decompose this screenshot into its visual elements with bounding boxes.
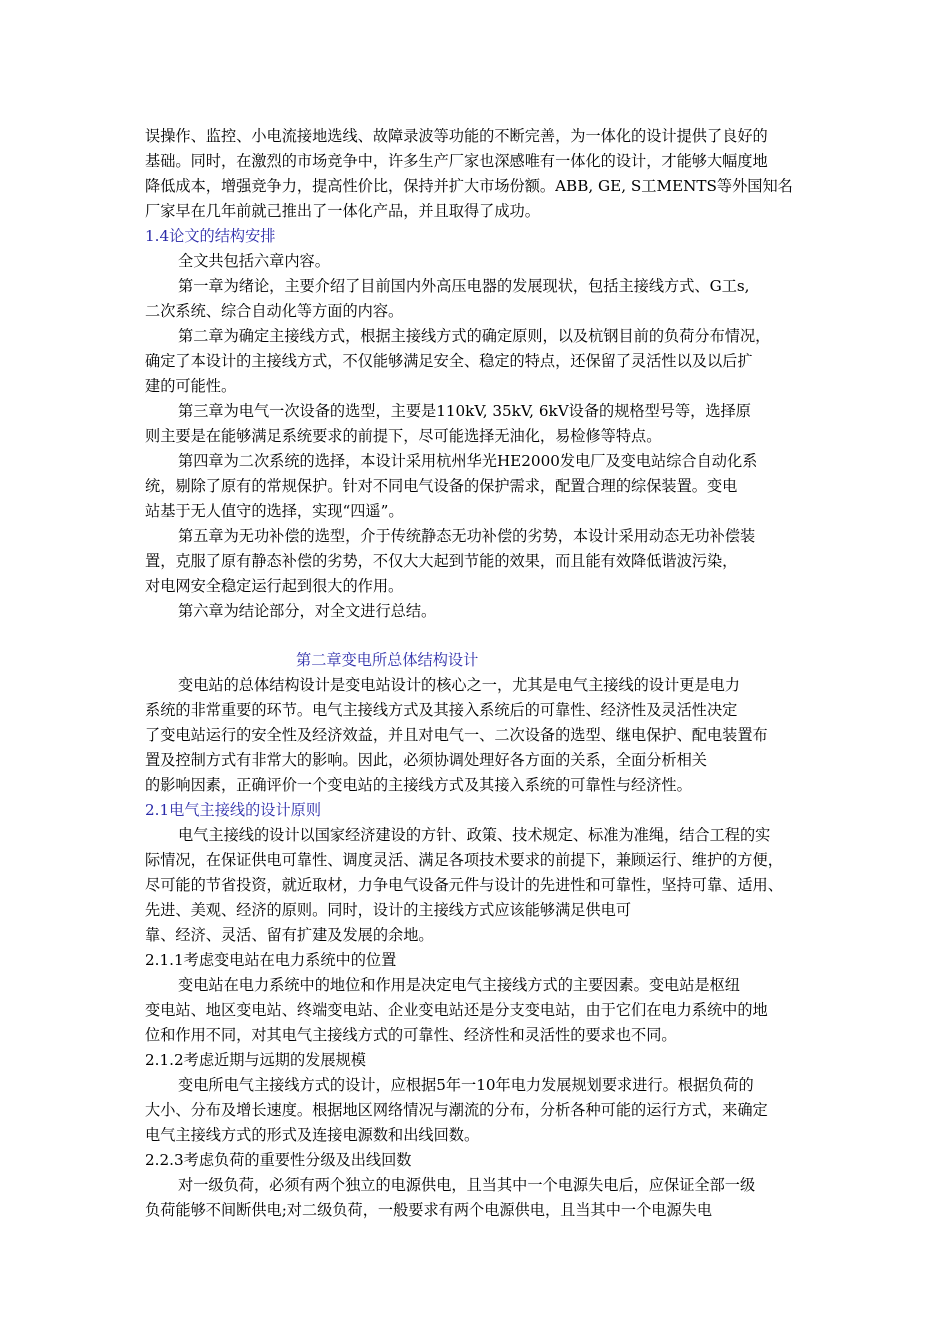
body-text-line: 站基于无人值守的选择，实现“四遥”。 (145, 502, 404, 520)
body-text-line: 置，克服了原有静态补偿的劣势，不仅大大起到节能的效果，而且能有效降低谐波污染， (145, 552, 738, 570)
body-text-line: 靠、经济、灵活、留有扩建及发展的余地。 (145, 926, 434, 944)
body-text-line: 变电站的总体结构设计是变电站设计的核心之一，尤其是电气主接线的设计更是电力 (178, 676, 740, 694)
chapter-title: 第二章变电所总体结构设计 (296, 651, 479, 669)
body-text-line: 大小、分布及增长速度。根据地区网络情况与潮流的分布，分析各种可能的运行方式，来确定 (145, 1101, 768, 1119)
body-text-line: 误操作、监控、小电流接地选线、故障录波等功能的不断完善，为一体化的设计提供了良好的 (145, 127, 768, 145)
body-text-line: 建的可能性。 (145, 377, 237, 395)
body-text-line: 厂家早在几年前就己推出了一体化产品，并且取得了成功。 (145, 202, 540, 220)
body-text-line: 确定了本设计的主接线方式，不仅能够满足安全、稳定的特点，还保留了灵活性以及以后扩 (145, 352, 753, 370)
body-text-line: 电气主接线方式的形式及连接电源数和出线回数。 (145, 1126, 480, 1144)
subsection-heading: 2.1.2考虑近期与远期的发展规模 (145, 1051, 366, 1069)
body-text-line: 电气主接线的设计以国家经济建设的方针、政策、技术规定、标准为准绳，结合工程的实 (178, 826, 771, 844)
body-text-line: 对一级负荷，必须有两个独立的电源供电，且当其中一个电源失电后，应保证全部一级 (178, 1176, 756, 1194)
body-text-line: 变电站、地区变电站、终端变电站、企业变电站还是分支变电站，由于它们在电力系统中的地 (145, 1001, 768, 1019)
body-text-line: 变电所电气主接线方式的设计，应根据5年一10年电力发展规划要求进行。根据负荷的 (178, 1076, 754, 1094)
body-text-line: 第二章为确定主接线方式，根据主接线方式的确定原则，以及杭钢目前的负荷分布情况， (178, 327, 771, 345)
body-text-line: 尽可能的节省投资，就近取材，力争电气设备元件与设计的先进性和可靠性，坚持可靠、适用、 (145, 876, 783, 894)
body-text-line: 第六章为结论部分，对全文进行总结。 (178, 602, 437, 620)
body-text-line: 统，剔除了原有的常规保护。针对不同电气设备的保护需求，配置合理的综保装置。变电 (145, 477, 738, 495)
body-text-line: 降低成本，增强竞争力，提高性价比，保持并扩大市场份额。ABB, GE, S工MENTS等外国知名 (145, 177, 793, 195)
body-text-line: 际情况，在保证供电可靠性、调度灵活、满足各项技术要求的前提下，兼顾运行、维护的方便， (145, 851, 783, 869)
body-text-line: 第五章为无功补偿的选型，介于传统静态无功补偿的劣势，本设计采用动态无功补偿装 (178, 527, 756, 545)
section-heading: 1.4论文的结构安排 (145, 227, 276, 245)
body-text-line: 全文共包括六章内容。 (178, 252, 330, 270)
body-text-line: 系统的非常重要的环节。电气主接线方式及其接入系统后的可靠性、经济性及灵活性决定 (145, 701, 738, 719)
body-text-line: 先进、美观、经济的原则。同时，设计的主接线方式应该能够满足供电可 (145, 901, 631, 919)
body-text-line: 第三章为电气一次设备的选型，主要是110kV, 35kV, 6kV设备的规格型号等，选择原 (178, 402, 751, 420)
body-text-line: 第一章为绪论，主要介绍了目前国内外高压电器的发展现状，包括主接线方式、G工s, (178, 277, 750, 295)
body-text-line: 变电站在电力系统中的地位和作用是决定电气主接线方式的主要因素。变电站是枢纽 (178, 976, 740, 994)
body-text-line: 第四章为二次系统的选择，本设计采用杭州华光HE2000发电厂及变电站综合自动化系 (178, 452, 758, 470)
body-text-line: 对电网安全稳定运行起到很大的作用。 (145, 577, 404, 595)
body-text-line: 置及控制方式有非常大的影响。因此，必须协调处理好各方面的关系，全面分析相关 (145, 751, 707, 769)
subsection-heading: 2.1.1考虑变电站在电力系统中的位置 (145, 951, 397, 969)
body-text-line: 负荷能够不间断供电;对二级负荷，一般要求有两个电源供电，且当其中一个电源失电 (145, 1201, 713, 1219)
body-text-line: 基础。同时，在激烈的市场竞争中，许多生产厂家也深感唯有一体化的设计，才能够大幅度地 (145, 152, 768, 170)
body-text-line: 的影响因素，正确评价一个变电站的主接线方式及其接入系统的可靠性与经济性。 (145, 776, 692, 794)
subsection-heading: 2.2.3考虑负荷的重要性分级及出线回数 (145, 1151, 412, 1169)
body-text-line: 则主要是在能够满足系统要求的前提下，尽可能选择无油化，易检修等特点。 (145, 427, 662, 445)
section-heading: 2.1电气主接线的设计原则 (145, 801, 322, 819)
body-text-line: 二次系统、综合自动化等方面的内容。 (145, 302, 404, 320)
body-text-line: 位和作用不同，对其电气主接线方式的可靠性、经济性和灵活性的要求也不同。 (145, 1026, 677, 1044)
body-text-line: 了变电站运行的安全性及经济效益，并且对电气一、二次设备的选型、继电保护、配电装置布 (145, 726, 768, 744)
